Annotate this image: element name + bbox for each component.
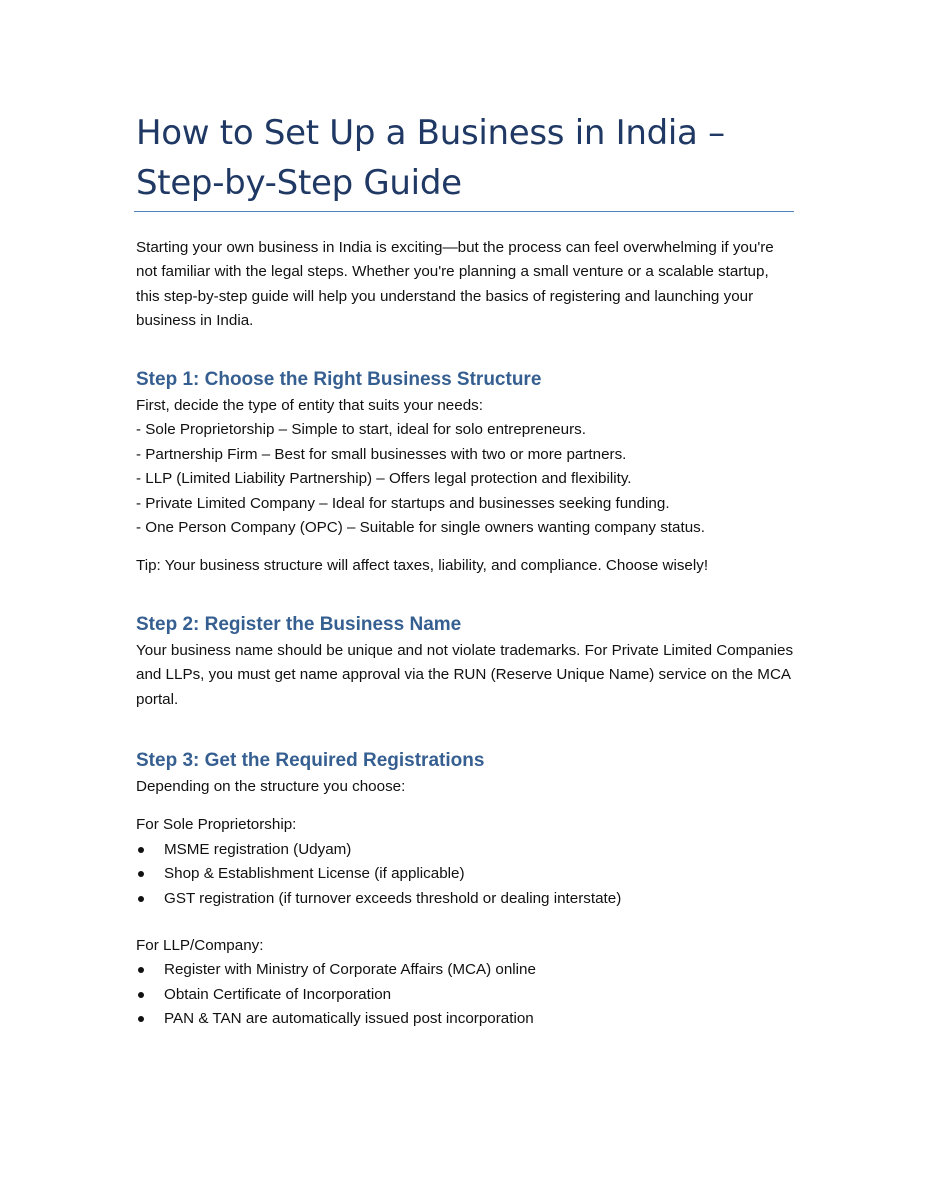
bullet-icon [138,967,144,973]
sole-proprietorship-label: For Sole Proprietorship: [136,816,297,834]
step-2-section [136,611,796,712]
list-item-text: PAN & TAN are automatically issued post incorporation [164,1010,534,1028]
step-2-body: Your business name should be unique and not violate trademarks. For Private Limited Companies and LLPs, you must get name approval via the RUN (Reserve Unique Name) service on the MCA portal. [136,642,794,708]
list-item-text: Obtain Certificate of Incorporation [164,985,392,1003]
intro-paragraph: Starting your own business in India is exciting—but the process can feel overwhelming if you're not familiar with the legal steps. Whether you're planning a small venture or a scalable startup, this step-by-step guide will help you understand the basics of registering and launching your business in India. [136,239,774,330]
list-item [136,958,796,982]
structure-item: - Sole Proprietorship – Simple to start, ideal for solo entrepreneurs. [136,421,586,439]
list-item-text: MSME registration (Udyam) [164,840,352,858]
document-title [136,108,796,208]
step-2-heading: Step 2: Register the Business Name [136,614,462,635]
structure-item: - LLP (Limited Liability Partnership) – Offers legal protection and flexibility. [136,470,632,488]
llp-company-label: For LLP/Company: [136,937,264,955]
bullet-icon [138,847,144,853]
step-1-lead: First, decide the type of entity that suits your needs: [136,397,483,414]
list-item [136,887,796,911]
list-item-text: Shop & Establishment License (if applicable) [164,865,465,883]
bullet-icon [138,871,144,877]
step-1-section [136,366,796,579]
list-item [136,838,796,862]
step-3-heading: Step 3: Get the Required Registrations [136,750,485,771]
title-line-2: Step-by-Step Guide [136,163,462,203]
bullet-icon [138,992,144,998]
title-underline [134,211,794,212]
document-page [136,108,796,1028]
step-1-heading: Step 1: Choose the Right Business Structure [136,369,542,390]
title-line-1: How to Set Up a Business in India – [136,113,725,153]
step-3-lead: Depending on the structure you choose: [136,778,406,795]
bullet-icon [138,1016,144,1022]
list-item-text: GST registration (if turnover exceeds threshold or dealing interstate) [164,889,622,907]
structure-item: - One Person Company (OPC) – Suitable for single owners wanting company status. [136,519,705,537]
list-item [136,983,796,1007]
step-1-tip: Tip: Your business structure will affect taxes, liability, and compliance. Choose wisely! [136,557,709,575]
llp-company-list [136,958,796,1031]
list-item-text: Register with Ministry of Corporate Affairs (MCA) online [164,961,536,979]
list-item [136,862,796,886]
list-item [136,1007,796,1031]
structure-item: - Private Limited Company – Ideal for startups and businesses seeking funding. [136,494,670,512]
structure-item: - Partnership Firm – Best for small businesses with two or more partners. [136,445,627,463]
step-3-section [136,747,796,1032]
sole-proprietorship-list [136,838,796,911]
bullet-icon [138,896,144,902]
